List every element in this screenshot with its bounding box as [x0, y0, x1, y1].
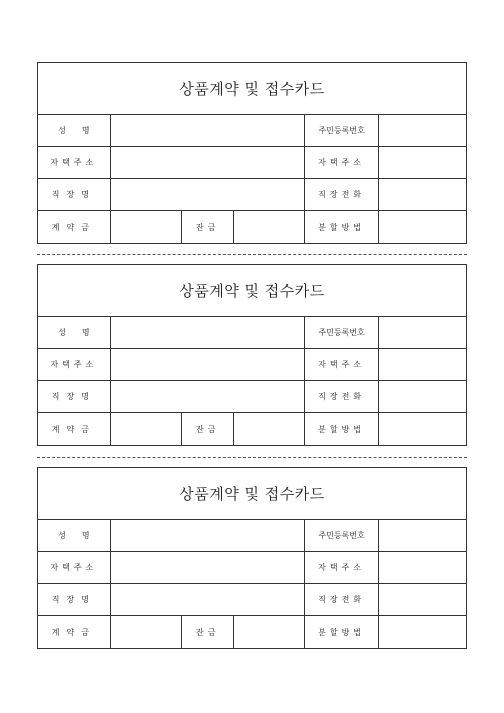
deposit-value[interactable]	[111, 616, 183, 648]
balance-label: 잔금	[182, 211, 234, 243]
balance-value[interactable]	[234, 413, 305, 445]
name-value[interactable]	[111, 520, 305, 551]
work-phone-label: 직장전화	[305, 584, 380, 615]
row-workplace	[38, 381, 466, 413]
row-name	[38, 520, 466, 552]
resident-no-value[interactable]	[379, 520, 466, 551]
name-value[interactable]	[111, 115, 305, 146]
contract-card-1	[37, 62, 467, 244]
deposit-value[interactable]	[111, 211, 183, 243]
home-address-label: 자택주소	[38, 349, 111, 380]
row-home-address	[38, 147, 466, 179]
work-phone-value[interactable]	[379, 381, 466, 412]
deposit-value[interactable]	[111, 413, 183, 445]
home-address-label-2: 자택주소	[305, 349, 380, 380]
balance-value[interactable]	[234, 211, 305, 243]
row-payment	[38, 616, 466, 648]
deposit-label: 계약금	[38, 616, 111, 648]
balance-label: 잔금	[182, 413, 234, 445]
installment-label: 분할방법	[305, 211, 380, 243]
work-phone-label: 직장전화	[305, 381, 380, 412]
workplace-value[interactable]	[111, 381, 305, 412]
balance-value[interactable]	[234, 616, 305, 648]
cut-line-2	[37, 457, 467, 458]
name-label: 성 명	[38, 115, 111, 146]
cut-line-1	[37, 254, 467, 255]
card-title: 상품계약 및 접수카드	[38, 468, 466, 520]
home-address-label: 자택주소	[38, 552, 111, 583]
home-address-value-2[interactable]	[379, 552, 466, 583]
row-payment	[38, 211, 466, 243]
installment-value[interactable]	[379, 413, 466, 445]
home-address-label-2: 자택주소	[305, 552, 380, 583]
row-payment	[38, 413, 466, 445]
workplace-value[interactable]	[111, 179, 305, 210]
row-workplace	[38, 179, 466, 211]
workplace-value[interactable]	[111, 584, 305, 615]
name-value[interactable]	[111, 317, 305, 348]
home-address-value[interactable]	[111, 349, 305, 380]
installment-label: 분할방법	[305, 616, 380, 648]
deposit-label: 계약금	[38, 413, 111, 445]
row-workplace	[38, 584, 466, 616]
row-name	[38, 317, 466, 349]
balance-label: 잔금	[182, 616, 234, 648]
home-address-label: 자택주소	[38, 147, 111, 178]
contract-card-3	[37, 467, 467, 649]
home-address-label-2: 자택주소	[305, 147, 380, 178]
home-address-value[interactable]	[111, 147, 305, 178]
card-title: 상품계약 및 접수카드	[38, 265, 466, 317]
workplace-label: 직장명	[38, 584, 111, 615]
installment-value[interactable]	[379, 211, 466, 243]
work-phone-value[interactable]	[379, 584, 466, 615]
home-address-value-2[interactable]	[379, 349, 466, 380]
resident-no-value[interactable]	[379, 317, 466, 348]
installment-value[interactable]	[379, 616, 466, 648]
card-title: 상품계약 및 접수카드	[38, 63, 466, 115]
resident-no-label: 주민등록번호	[305, 115, 380, 146]
resident-no-label: 주민등록번호	[305, 520, 380, 551]
row-name	[38, 115, 466, 147]
home-address-value[interactable]	[111, 552, 305, 583]
name-label: 성 명	[38, 317, 111, 348]
workplace-label: 직장명	[38, 179, 111, 210]
resident-no-value[interactable]	[379, 115, 466, 146]
workplace-label: 직장명	[38, 381, 111, 412]
name-label: 성 명	[38, 520, 111, 551]
contract-card-2	[37, 264, 467, 446]
work-phone-value[interactable]	[379, 179, 466, 210]
resident-no-label: 주민등록번호	[305, 317, 380, 348]
home-address-value-2[interactable]	[379, 147, 466, 178]
row-home-address	[38, 552, 466, 584]
row-home-address	[38, 349, 466, 381]
work-phone-label: 직장전화	[305, 179, 380, 210]
installment-label: 분할방법	[305, 413, 380, 445]
deposit-label: 계약금	[38, 211, 111, 243]
